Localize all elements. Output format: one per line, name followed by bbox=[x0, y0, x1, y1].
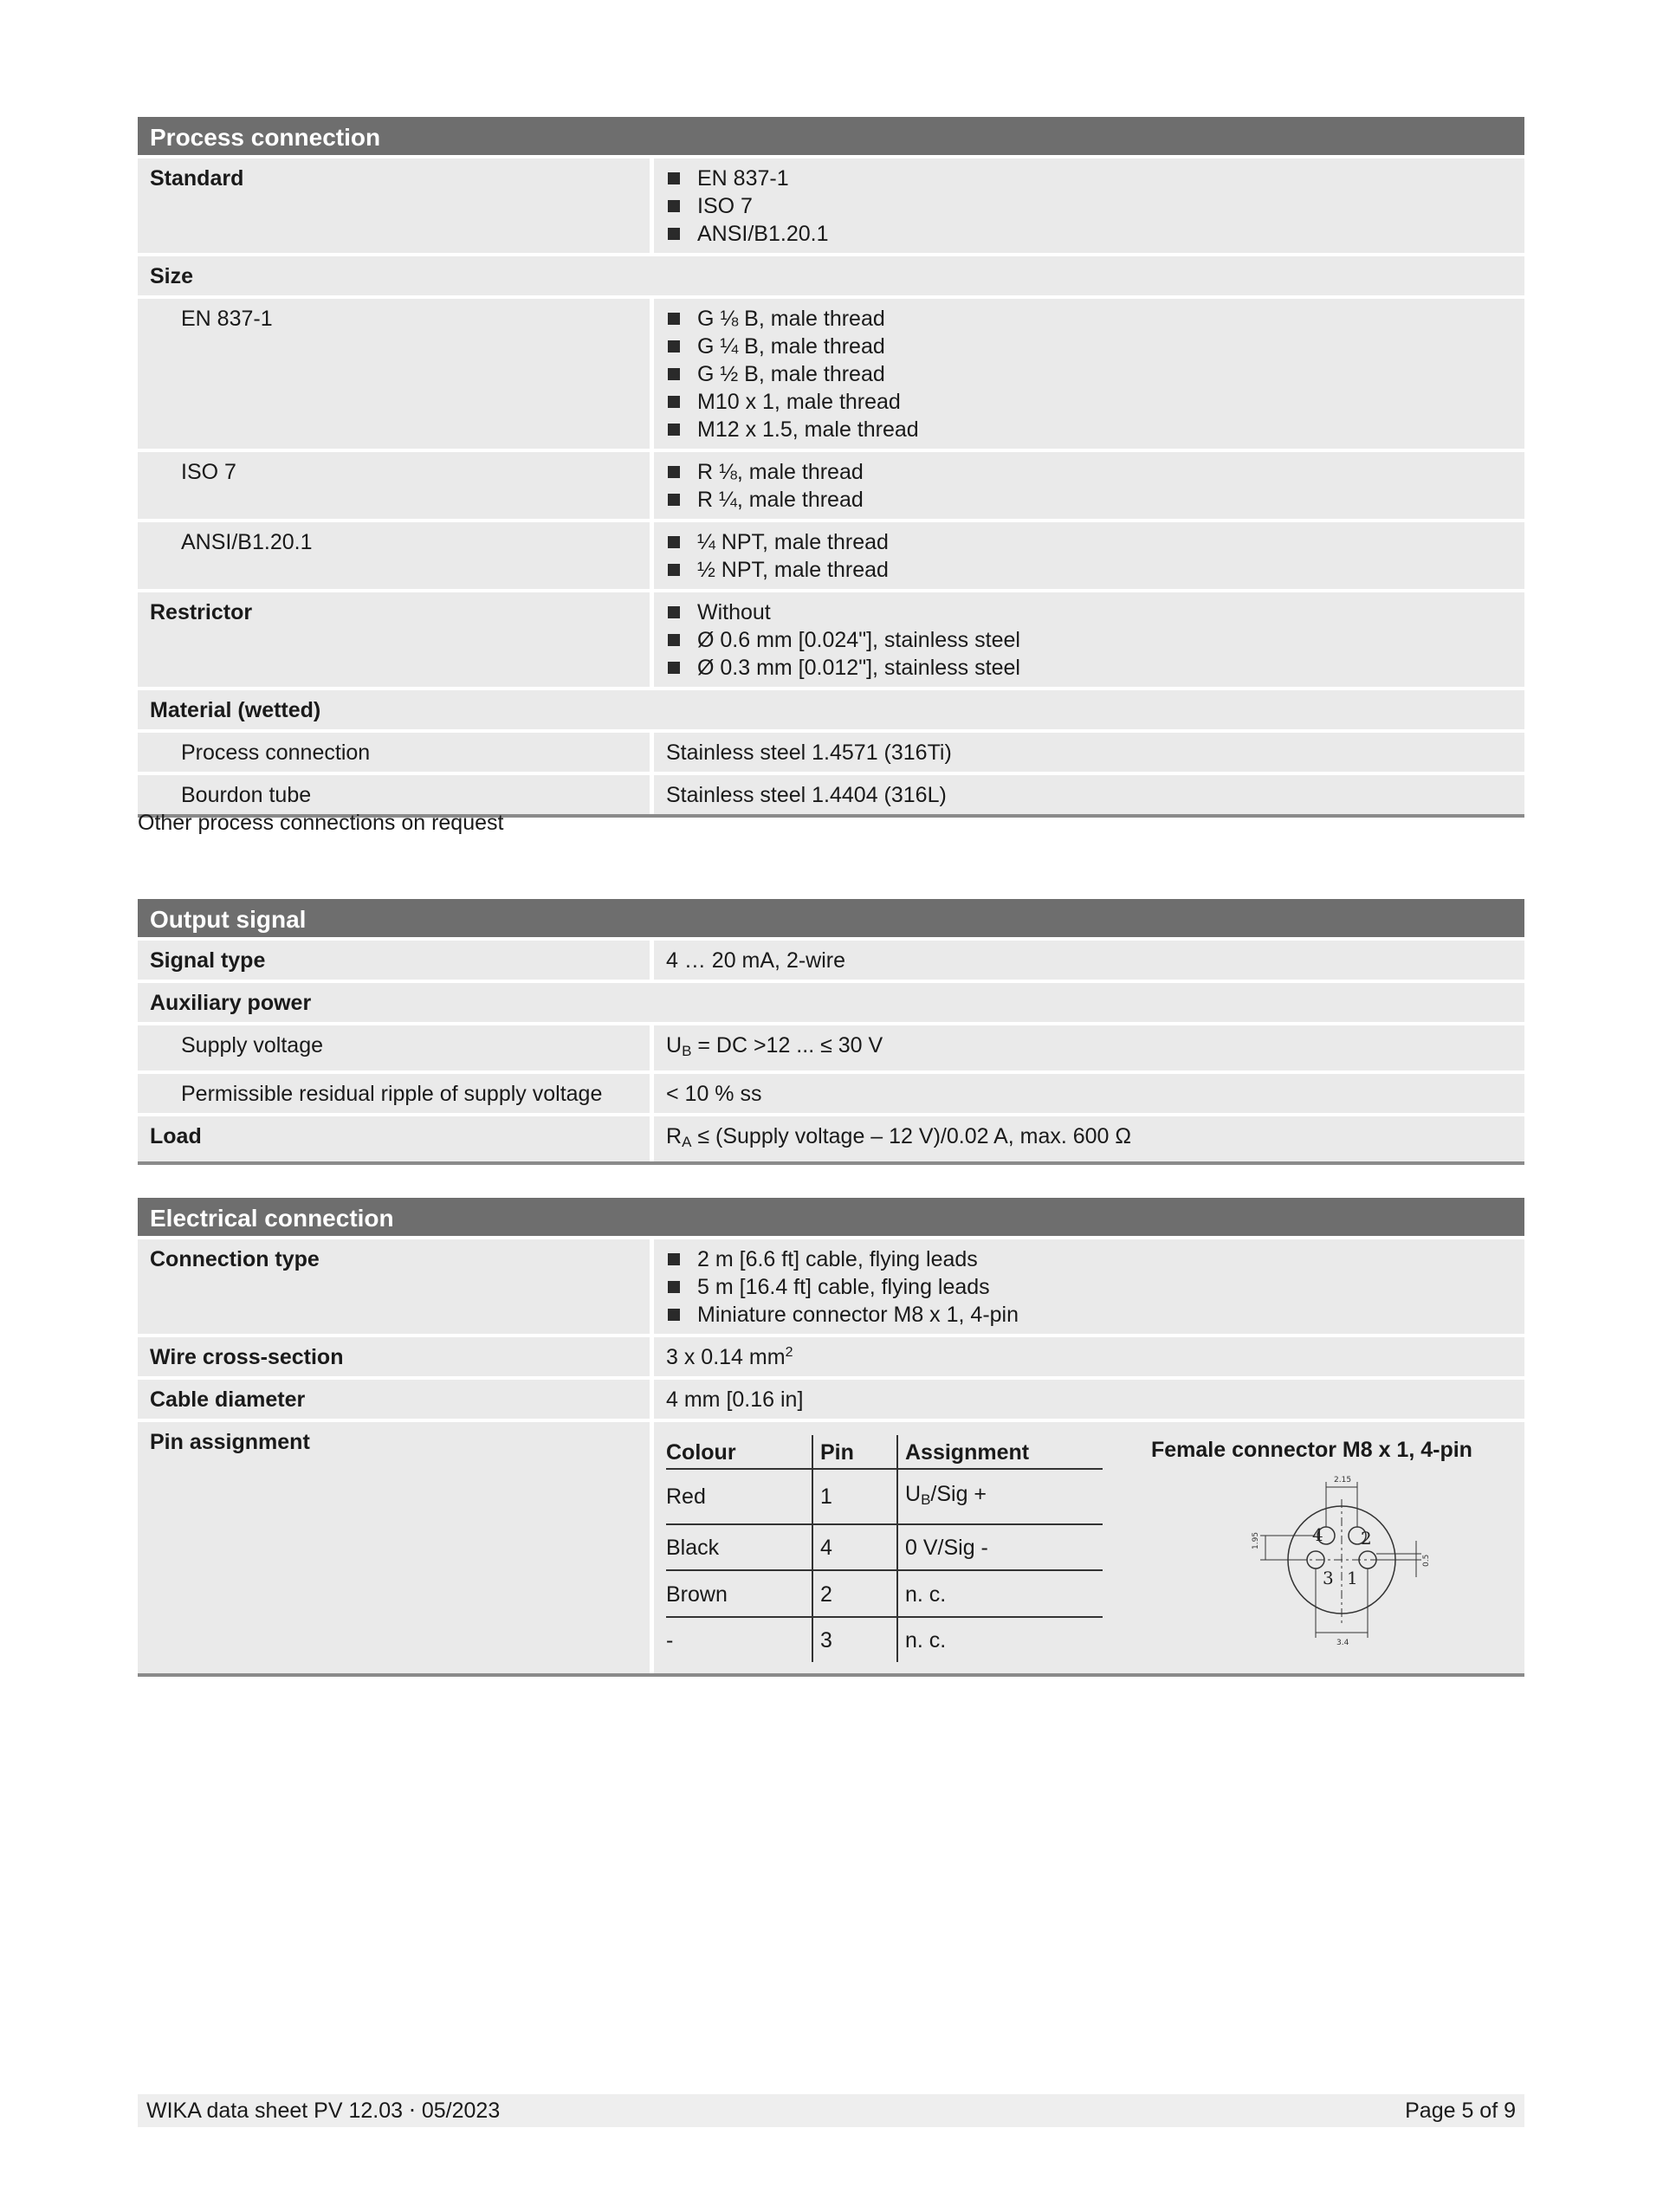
page-footer bbox=[138, 2094, 1524, 2127]
list-item: M12 x 1.5, male thread bbox=[666, 416, 1512, 443]
table-cell: Red bbox=[666, 1469, 812, 1524]
table-cell: n. c. bbox=[897, 1617, 1103, 1662]
table-cell: 1 bbox=[812, 1469, 897, 1524]
list-item: G ¼ B, male thread bbox=[666, 333, 1512, 360]
row-value: < 10 % ss bbox=[654, 1074, 1524, 1113]
ansi-size-list bbox=[666, 528, 1512, 584]
connector-title: Female connector M8 x 1, 4-pin bbox=[1151, 1438, 1472, 1462]
size-row bbox=[138, 256, 1524, 295]
row-value: 4 … 20 mA, 2-wire bbox=[654, 941, 1524, 980]
row-label: Signal type bbox=[138, 941, 650, 980]
list-item: ½ NPT, male thread bbox=[666, 556, 1512, 584]
list-item: Without bbox=[666, 598, 1512, 626]
standard-list bbox=[666, 165, 1512, 248]
table-cell: Black bbox=[666, 1524, 812, 1571]
table-row bbox=[666, 1469, 1103, 1524]
column-header: Assignment bbox=[897, 1435, 1103, 1469]
dimension-label: 2.15 bbox=[1334, 1476, 1352, 1484]
list-item: ¼ NPT, male thread bbox=[666, 528, 1512, 556]
material-process-connection-row bbox=[138, 733, 1524, 772]
table-row bbox=[666, 1524, 1103, 1571]
restrictor-row bbox=[138, 592, 1524, 687]
row-label: Standard bbox=[138, 158, 650, 253]
list-item: EN 837-1 bbox=[666, 165, 1512, 192]
column-header: Colour bbox=[666, 1435, 812, 1469]
table-row bbox=[666, 1617, 1103, 1662]
connection-type-row bbox=[138, 1239, 1524, 1334]
footer-page-number: Page 5 of 9 bbox=[1405, 2099, 1516, 2123]
row-label: Auxiliary power bbox=[138, 983, 1524, 1022]
list-item: M10 x 1, male thread bbox=[666, 388, 1512, 416]
row-value: 4 mm [0.16 in] bbox=[654, 1380, 1524, 1419]
output-signal-section bbox=[138, 899, 1524, 1165]
column-header: Pin bbox=[812, 1435, 897, 1469]
section-title: Process connection bbox=[138, 117, 1524, 155]
standard-row bbox=[138, 158, 1524, 253]
section-bottom-rule bbox=[138, 1161, 1524, 1165]
table-cell: 0 V/Sig - bbox=[897, 1524, 1103, 1571]
row-value: 3 x 0.14 $mm^2$ bbox=[654, 1337, 1524, 1376]
supply-voltage-row bbox=[138, 1025, 1524, 1070]
row-label: Load bbox=[138, 1116, 650, 1161]
row-label: Cable diameter bbox=[138, 1380, 650, 1419]
list-item: R ⅛, male thread bbox=[666, 458, 1512, 486]
size-ansi-row bbox=[138, 522, 1524, 589]
footer-doc-id: WIKA data sheet PV 12.03 ⋅ 05/2023 bbox=[146, 2099, 501, 2123]
row-label: Connection type bbox=[138, 1239, 650, 1334]
electrical-connection-section bbox=[138, 1198, 1524, 1677]
row-label: Permissible residual ripple of supply voltage bbox=[138, 1074, 650, 1113]
list-item: Ø 0.3 mm [0.012"], stainless steel bbox=[666, 654, 1512, 682]
connector-diagram bbox=[1151, 1435, 1506, 1662]
pin-number: 2 bbox=[1361, 1528, 1372, 1549]
section-title: Output signal bbox=[138, 899, 1524, 937]
list-item: ISO 7 bbox=[666, 192, 1512, 220]
table-header-row bbox=[666, 1435, 1103, 1469]
size-iso-row bbox=[138, 452, 1524, 519]
row-label: Material (wetted) bbox=[138, 690, 1524, 729]
row-label: Size bbox=[138, 256, 1524, 295]
pin-assignment-table bbox=[666, 1435, 1103, 1662]
pin-number: 4 bbox=[1312, 1524, 1323, 1545]
restrictor-list bbox=[666, 598, 1512, 682]
material-row bbox=[138, 690, 1524, 729]
list-item: G ⅛ B, male thread bbox=[666, 305, 1512, 333]
pin-assignment-row bbox=[138, 1422, 1524, 1673]
cable-diameter-row bbox=[138, 1380, 1524, 1419]
row-label: Process connection bbox=[138, 733, 650, 772]
process-connection-section bbox=[138, 117, 1524, 818]
pin-number: 3 bbox=[1323, 1568, 1334, 1588]
dimension-label: 3.4 bbox=[1336, 1639, 1349, 1647]
list-item: 5 m [16.4 ft] cable, flying leads bbox=[666, 1273, 1512, 1301]
table-cell: $U_B$/Sig + bbox=[897, 1469, 1103, 1524]
list-item: R ¼, male thread bbox=[666, 486, 1512, 514]
row-value: Stainless steel 1.4571 (316Ti) bbox=[654, 733, 1524, 772]
iso-size-list bbox=[666, 458, 1512, 514]
table-cell: n. c. bbox=[897, 1570, 1103, 1617]
table-row bbox=[666, 1570, 1103, 1617]
table-cell: 2 bbox=[812, 1570, 897, 1617]
row-value: Stainless steel 1.4404 (316L) bbox=[654, 775, 1524, 814]
connector-drawing bbox=[1229, 1465, 1454, 1655]
signal-type-row bbox=[138, 941, 1524, 980]
list-item: Ø 0.6 mm [0.024"], stainless steel bbox=[666, 626, 1512, 654]
row-label: EN 837-1 bbox=[138, 299, 650, 449]
dimension-label: 1.95 bbox=[1252, 1531, 1260, 1549]
ripple-row bbox=[138, 1074, 1524, 1113]
size-en-row bbox=[138, 299, 1524, 449]
list-item: 2 m [6.6 ft] cable, flying leads bbox=[666, 1245, 1512, 1273]
row-label: ANSI/B1.20.1 bbox=[138, 522, 650, 589]
process-note: Other process connections on request bbox=[138, 811, 504, 835]
list-item: ANSI/B1.20.1 bbox=[666, 220, 1512, 248]
row-label: Supply voltage bbox=[138, 1025, 650, 1070]
row-label: ISO 7 bbox=[138, 452, 650, 519]
load-row bbox=[138, 1116, 1524, 1161]
list-item: Miniature connector M8 x 1, 4-pin bbox=[666, 1301, 1512, 1329]
section-title: Electrical connection bbox=[138, 1198, 1524, 1236]
pin-number: 1 bbox=[1347, 1568, 1358, 1588]
en-size-list bbox=[666, 305, 1512, 443]
table-cell: 3 bbox=[812, 1617, 897, 1662]
row-label: Pin assignment bbox=[138, 1422, 650, 1673]
row-label: Wire cross-section bbox=[138, 1337, 650, 1376]
list-item: G ½ B, male thread bbox=[666, 360, 1512, 388]
row-value: $U_B$ = DC >12 ... ≤ 30 V bbox=[654, 1025, 1524, 1070]
table-cell: - bbox=[666, 1627, 674, 1653]
auxiliary-power-row bbox=[138, 983, 1524, 1022]
section-bottom-rule bbox=[138, 1673, 1524, 1677]
dimension-label: 0.5 bbox=[1422, 1554, 1431, 1567]
row-label: Bourdon tube bbox=[138, 775, 650, 814]
table-cell: Brown bbox=[666, 1570, 812, 1617]
row-label: Restrictor bbox=[138, 592, 650, 687]
material-bourdon-tube-row bbox=[138, 775, 1524, 814]
connection-type-list bbox=[666, 1245, 1512, 1329]
row-value: $R_A$ ≤ (Supply voltage – 12 V)/0.02 A, max. 600 Ω bbox=[654, 1116, 1524, 1161]
table-cell: 4 bbox=[812, 1524, 897, 1571]
wire-cross-section-row bbox=[138, 1337, 1524, 1376]
